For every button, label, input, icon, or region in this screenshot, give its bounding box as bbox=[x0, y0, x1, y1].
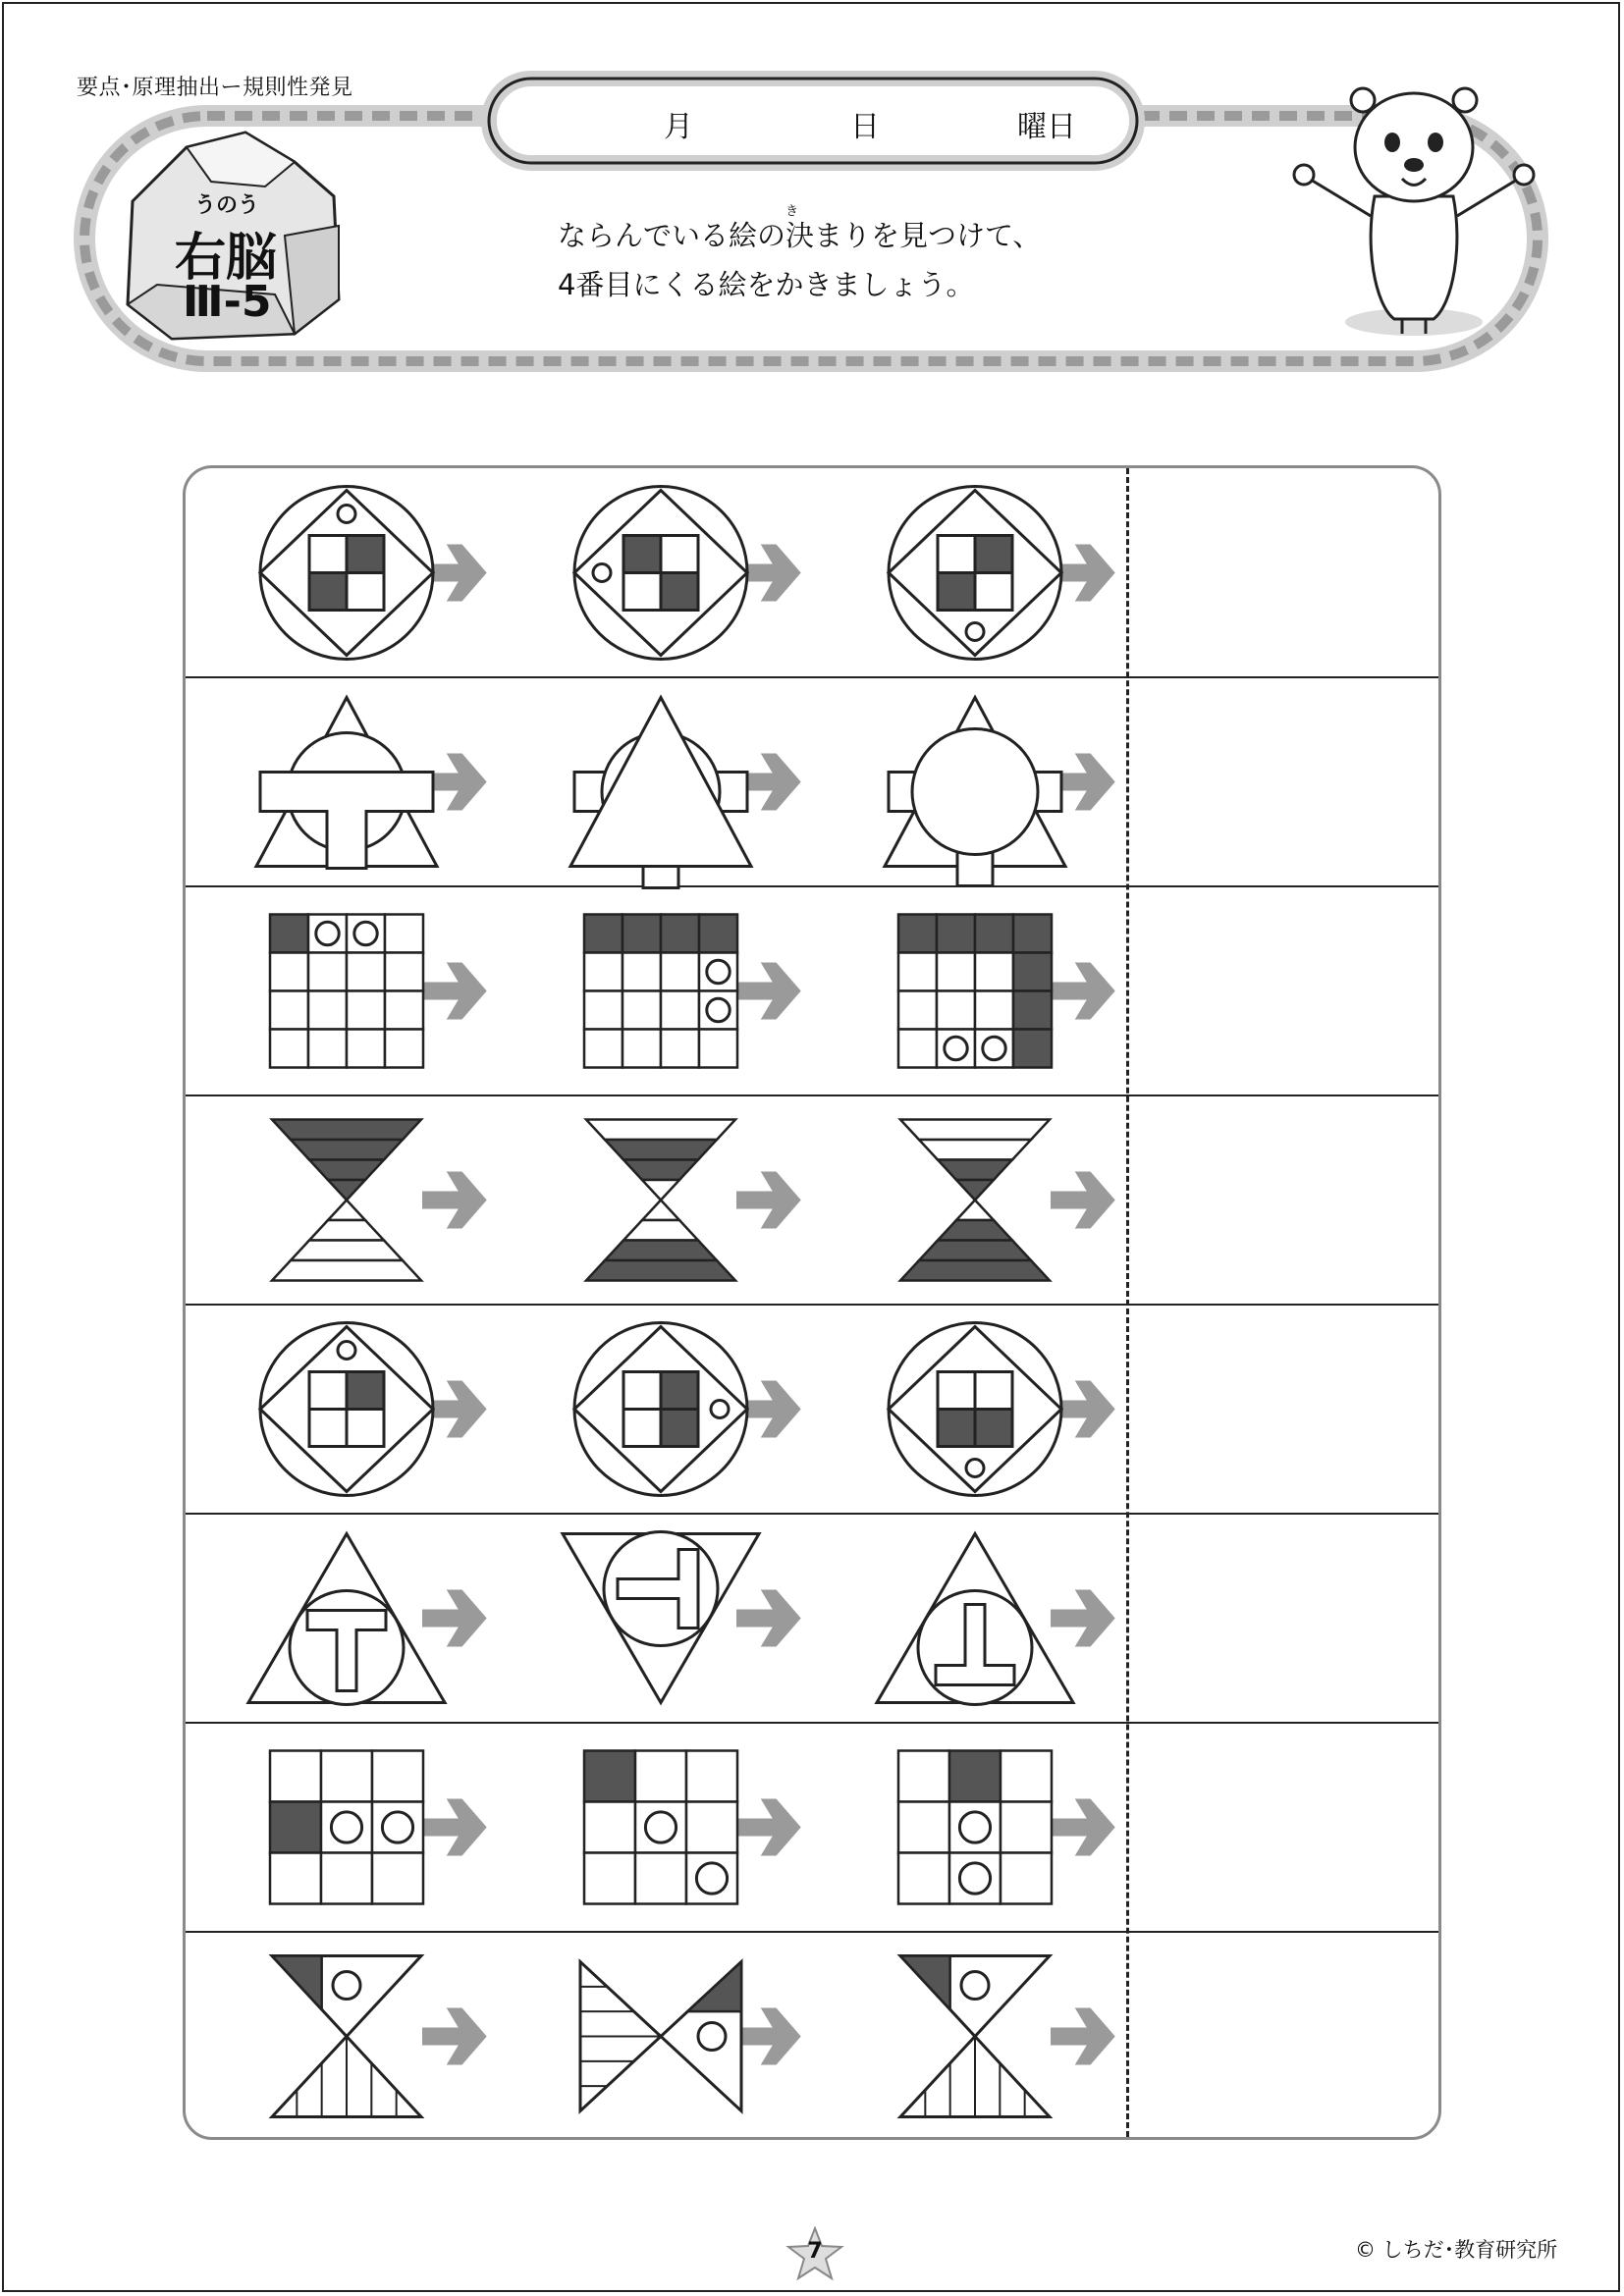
arrow-right-icon bbox=[735, 962, 802, 1021]
arrow-right-icon bbox=[1050, 2007, 1116, 2066]
triangle-rect-figure bbox=[256, 698, 437, 869]
arrow-right-icon bbox=[1050, 1798, 1116, 1857]
triangle-circle-figure bbox=[877, 1534, 1073, 1705]
circle-diamond-figure bbox=[889, 487, 1061, 660]
arrow-right-icon bbox=[1050, 1589, 1116, 1648]
instruction-text bbox=[558, 211, 1041, 309]
arrow-right-icon bbox=[421, 2007, 488, 2066]
bowtie-figure bbox=[272, 1956, 421, 2117]
circle-diamond-figure bbox=[574, 487, 747, 660]
triangle-circle-figure bbox=[248, 1534, 445, 1705]
arrow-right-icon bbox=[421, 1798, 488, 1857]
triangle-rect-figure bbox=[885, 698, 1065, 886]
date-weekday: 曜日 bbox=[1017, 110, 1076, 144]
triangle-rect-figure bbox=[570, 698, 751, 888]
badge-title: 右脳 bbox=[175, 229, 278, 288]
hourglass-figure bbox=[900, 1120, 1050, 1281]
hourglass-figure bbox=[272, 1120, 421, 1281]
instruction-line-2: 4番目にくる絵をかきましょう。 bbox=[558, 268, 975, 301]
circle-diamond-figure bbox=[889, 1323, 1061, 1496]
puzzle-panel bbox=[183, 465, 1441, 2140]
date-month: 月 bbox=[664, 110, 693, 144]
circle-diamond-figure bbox=[574, 1323, 747, 1496]
arrow-right-icon bbox=[1050, 1171, 1116, 1230]
arrow-right-icon bbox=[735, 2007, 802, 2066]
grid-figure bbox=[270, 915, 423, 1068]
hourglass-figure bbox=[586, 1120, 735, 1281]
circle-diamond-figure bbox=[260, 487, 433, 660]
arrow-right-icon bbox=[421, 1589, 488, 1648]
copyright: © しちだ･教育研究所 bbox=[1355, 2238, 1558, 2262]
grid-figure bbox=[270, 1751, 423, 1904]
badge-ruby: うのう bbox=[194, 193, 260, 218]
date-day: 日 bbox=[850, 110, 880, 144]
arrow-right-icon bbox=[735, 1589, 802, 1648]
badge-number: Ⅲ-5 bbox=[183, 277, 272, 327]
instruction-line-1: ならんでいる絵の決まりを見つけて、 bbox=[558, 219, 1042, 252]
bowtie-figure bbox=[900, 1956, 1050, 2117]
grid-figure bbox=[898, 1751, 1052, 1904]
bowtie-figure bbox=[580, 1962, 741, 2111]
triangle-circle-figure bbox=[563, 1532, 759, 1703]
puzzle-figures bbox=[186, 468, 1441, 2140]
grid-figure bbox=[584, 1751, 737, 1904]
instruction-ruby: き bbox=[785, 204, 799, 219]
arrow-right-icon bbox=[421, 1171, 488, 1230]
arrow-right-icon bbox=[735, 1171, 802, 1230]
grid-figure bbox=[584, 915, 737, 1068]
circle-diamond-figure bbox=[260, 1323, 433, 1496]
arrow-right-icon bbox=[1050, 962, 1116, 1021]
section-label: 要点･原理抽出ー規則性発見 bbox=[77, 76, 353, 100]
grid-figure bbox=[898, 915, 1052, 1068]
arrow-right-icon bbox=[735, 1798, 802, 1857]
page-number: 7 bbox=[807, 2239, 823, 2264]
arrow-right-icon bbox=[421, 962, 488, 1021]
